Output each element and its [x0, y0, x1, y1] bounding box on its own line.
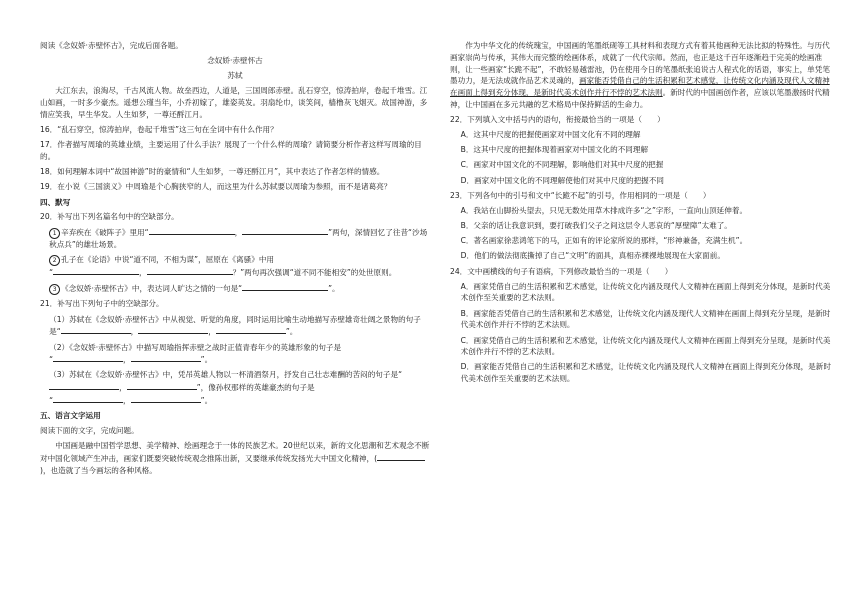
question-20-1: 1 辛弃疾在《破阵子》里用“ ， ”两句，深情回忆了往昔“沙场秋点兵”的雄壮场景。 [49, 228, 428, 250]
answer-blank[interactable] [53, 353, 123, 362]
question-20-2: 2 孔子在《论语》中说“道不同，不相为谋”，屈原在《离骚》中用 “ ， ？”两句再次强调“道不同不能相安”的处世原则。 [49, 255, 397, 278]
question-24-option-b[interactable]: B．画家能否凭借自己的生活积累和艺术感觉，让传统文化内涵及现代人文精神在画面上得到充分呈现，是新时代美术创作并行不悖的艺术法则。 [460, 308, 831, 330]
section-5-heading: 五、语言文字运用 [40, 411, 101, 421]
question-19: 19．在小说《三国演义》中周瑜是个心胸狭窄的人，而这里为什么苏轼要以周瑜为参照，而不是诸葛亮？ [40, 182, 392, 192]
question-21: 21．补写出下列句子中的空缺部分。 [40, 299, 164, 309]
underlined-sentence: 画家能否凭借自己的生活积累和艺术感觉，让传统文化内涵及现代人文精神在画面上得到充分体现，是新时代美术创作并行不悖的艺术法则 [450, 76, 830, 98]
question-23: 23．下列各句中的引号和文中“长跪不起”的引号，作用相同的一项是（ ） [450, 190, 711, 200]
question-24-option-d[interactable]: D．画家能否凭借自己的生活积累和艺术感觉，让传统文化内涵及现代人文精神在画面上得到充分体现，是新时代美术创作至关重要的艺术法则。 [460, 362, 831, 384]
answer-blank[interactable] [131, 394, 201, 403]
question-24: 24．文中画横线的句子有语病，下列修改最恰当的一项是（ ） [450, 266, 673, 276]
question-17: 17．作者描写周瑜的英雄业绩，主要运用了什么手法？展现了一个什么样的周瑜？请简要分析作者这样写周瑜的目的。 [40, 140, 422, 162]
answer-blank[interactable] [242, 226, 328, 235]
answer-blank[interactable] [49, 381, 119, 390]
question-21-1: （1）苏轼在《念奴娇·赤壁怀古》中从视觉、听觉的角度，同时运用比喻生动地描写赤壁雄奇壮阔之景物的句子是“ ， ， ”。 [49, 314, 421, 337]
question-23-option-a[interactable]: A．我站在山脚扮头望去，只见无数处用草木排成许多“之”字形，一直向山顶延伸着。 [460, 205, 748, 215]
question-22: 22．下列填入文中括号内的语句，衔接最恰当的一项是（ ） [450, 114, 665, 124]
answer-blank[interactable] [131, 353, 201, 362]
reading-instruction: 阅读《念奴娇·赤壁怀古》，完成后面各题。 [40, 41, 183, 50]
question-24-option-a[interactable]: A．画家凭借自己的生活积累和艺术感觉，让传统文化内涵及现代人文精神在画面上得到充分体现，是新时代美术创作至关重要的艺术法则。 [460, 281, 831, 303]
answer-blank[interactable] [61, 325, 131, 334]
left-column [40, 40, 430, 480]
answer-blank[interactable] [216, 325, 286, 334]
question-21-2: （2）《念奴娇·赤壁怀古》中描写周瑜指挥赤壁之战时正值青春年少的英雄形象的句子是 “ ， ”。 [49, 342, 342, 365]
question-23-option-b[interactable]: B．父亲的话让我意识到，要打破我们父子之间这层令人恶哀的“厚壁障”太难了。 [460, 221, 732, 231]
section-4-heading: 四、默写 [40, 197, 71, 207]
answer-blank[interactable] [377, 452, 425, 461]
question-23-option-c[interactable]: C．著名画家徐悲鸿笔下的马，正如有的评论家所说的那样，“形神兼备，充满生机”。 [460, 236, 748, 246]
passage-instruction: 阅读下面的文字，完成问题。 [40, 425, 139, 435]
question-22-option-c[interactable]: C．画家对中国文化的不同理解，影响他们对其中尺度的把握 [460, 160, 664, 170]
question-24-option-c[interactable]: C．画家凭借自己的生活积累和艺术感觉，让传统文化内涵及现代人文精神在画面上得到充分呈现，是新时代美术创作并行不悖的艺术法则。 [460, 335, 831, 357]
answer-blank[interactable] [138, 325, 208, 334]
poem-author: 苏轼 [227, 71, 243, 81]
passage-paragraph-1: 中国画是融中国哲学思想、美学精神、绘画理念于一体的民族艺术。20世纪以来，新的文化思潮和艺术观念不断对中国化领域产生冲击，画家们既要突破传统观念推陈出新，又要继承传统发扬光大中国文化精神，()，也造就了当今画坛的各种风格。 [40, 441, 430, 475]
answer-blank[interactable] [53, 266, 139, 275]
question-21-3: （3）苏轼在《念奴娇·赤壁怀古》中，凭吊英雄人物以一杯清酒祭月，抒发自己壮志难酬的苦闷的句子是“， ”，像孙权那样的英雄豪杰的句子是 “ ， ”。 [49, 370, 403, 405]
question-16: 16．“乱石穿空，惊涛拍岸，卷起千堆雪”这三句在全词中有什么作用？ [40, 125, 278, 135]
circled-number-3: 3 [49, 284, 60, 295]
question-20-3: 3 《念奴娇·赤壁怀古》中，表达词人旷达之情的一句是“ ”。 [40, 282, 430, 295]
circled-number-2: 2 [49, 255, 60, 266]
answer-blank[interactable] [242, 282, 328, 291]
passage-paragraph-2: 作为中华文化的传统瑰宝，中国画的笔墨纸砚等工具材料和表现方式有着其他画种无法比拟的特殊性。与历代画家崇尚与传承，其伟大而完整的绘画体系，成就了一代代宗师。然而，也正是这千百年逐渐趋于完美的绘画准则，让一些画家“长跪不起”，不敢轻易越雷池，仍在使用今日的笔墨纸张追说古人程式化的话语，事实上，单凭笔墨功力，是无法成就作品艺术灵魂的，画家能否凭借自己的生活积累和艺术感觉，让传统文化内涵及现代人文精神在画面上得到充分体现，是新时代美术创作并行不悖的艺术法则。新时代的中国画创作者，应该以笔墨激扬时代精神，让中国画在多元共融的艺术格局中保持鲜活的生命力。 [450, 41, 830, 109]
question-22-option-b[interactable]: B．这其中尺度的把握体现着画家对中国文化的不同理解 [460, 145, 649, 155]
right-column [450, 40, 835, 388]
poem-title: 念奴娇·赤壁怀古 [207, 56, 263, 66]
poem-text: 大江东去，浪淘尽，千古风流人物。故垒西边，人道是，三国周郎赤壁。乱石穿空，惊涛拍岸，卷起千堆雪。江山如画，一时多少豪杰。遥想公瑾当年，小乔初嫁了，雄姿英发。羽扇纶巾，谈笑间，樯橹灰飞烟灭。故国神游，多情应笑我，早生华发。人生如梦，一尊还酹江月。 [40, 86, 428, 119]
answer-blank[interactable] [53, 394, 123, 403]
question-22-option-a[interactable]: A．这其中尺度的把握使画家对中国文化有不同的理解 [460, 130, 641, 140]
answer-blank[interactable] [149, 226, 235, 235]
answer-blank[interactable] [127, 381, 197, 390]
question-18: 18．如何理解本词中“故国神游”时的豪情和“人生如梦，一尊还酹江月”，其中表达了作者怎样的情感。 [40, 167, 385, 177]
question-22-option-d[interactable]: D．画家对中国文化的不同理解使他们对其中尺度的把握不同 [460, 175, 664, 185]
answer-blank[interactable] [147, 266, 233, 275]
circled-number-1: 1 [49, 228, 60, 239]
question-20: 20．补写出下列名篇名句中的空缺部分。 [40, 212, 179, 222]
question-23-option-d[interactable]: D．他们的做法彻底撕掉了自己“文明”的面具，真相赤裸裸地展现在大家面前。 [460, 251, 725, 261]
